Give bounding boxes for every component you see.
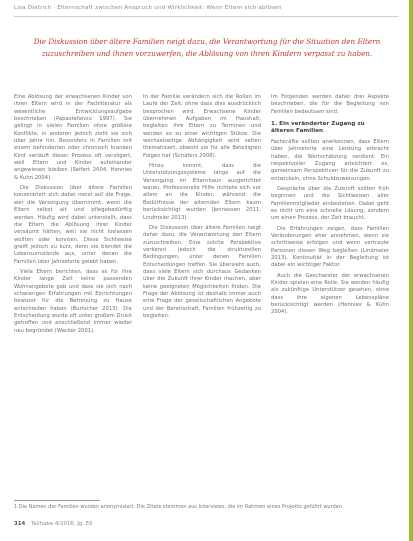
body-paragraph: Im Folgenden werden daher drei Aspekte beschrieben, die für die Begleitung von Familien bedeutsam sind. [271,94,389,115]
text-column-1 [14,94,132,496]
body-paragraph: Gespräche über die Zukunft sollten früh beginnen und die Sichtweisen aller Familienmitglieder einbeziehen. Dabei geht es nicht um eine schnelle Lösung, sondern um einen Prozess, der Zeit braucht. [271,185,389,222]
page-number: 314 [14,521,26,527]
page-edge-accent [409,0,413,541]
journal-citation: Teilhabe 4/2016, Jg. 55 [30,521,93,527]
body-paragraph: Die Diskussion über ältere Familien konzentriert sich dabei meist auf die Frage, wer die Versorgung übernimmt, wenn die Eltern selbst alt und pflegebedürftig werden. Häufig wird dabei unterstellt, dass die Eltern die Ablösung ihrer Kinder versäumt hätten, weil sie nicht loslassen wollten oder konnten. Diese Sichtweise greift jedoch zu kurz, denn sie blendet die Lebensumstände aus, unter denen die Familien über Jahrzehnte gelebt haben. [14,185,132,265]
footnote: 1 Die Namen der Familien wurden anonymisiert. Die Zitate stammen aus Interviews, die im Rahmen eines Projekts geführt wurden. [14,504,344,510]
body-paragraph: Viele Eltern berichten, dass es für ihre Kinder lange Zeit keine passenden Wohnangebote gab und dass sie sich nach schwierigen Erfahrungen mit Einrichtungen bewusst für die Betreuung zu Hause entschieden haben (Burtscher 2013). Die Entscheidung wurde oft unter großem Druck getroffen und anschließend immer wieder neu begründet (Wacker 2001). [14,268,132,334]
body-paragraph: Fachkräfte sollten anerkennen, dass Eltern über Jahrzehnte eine Leistung erbracht haben, die Wertschätzung verdient. Ein respektvoller Zugang erleichtert es, gemeinsam Perspektiven für die Zukunft zu entwickeln, ohne Schuldzuweisungen. [271,138,389,182]
body-paragraph: Eine Ablösung der erwachsenen Kinder von ihren Eltern wird in der Fachliteratur als wesentliche Entwicklungsaufgabe beschrieben (Papastefanou 1997). Sie gelingt in vielen Familien ohne größere Konflikte, in anderen jedoch zieht sie sich über Jahre hin. Besonders in Familien mit einem behinderten oder chronisch kranken Kind verläuft dieser Prozess oft verzögert, weil Eltern und Kinder aufeinander angewiesen bleiben (Seifert 2004, Hennies & Kuhn 2004). [14,94,132,181]
body-paragraph: Die Erfahrungen zeigen, dass Familien Veränderungen eher annehmen, wenn sie schrittweise erfolgen und wenn vertraute Personen diesen Weg begleiten (Lindmeier 2013). Kontinuität in der Begleitung ist dabei ein wichtiger Faktor. [271,225,389,269]
pull-quote: Die Diskussion über ältere Familien neigt dazu, die Verantwortung für die Situation den Eltern zuzuschreiben und ihnen vorzuwerfen, die Ablösung von ihren Kindern verpasst zu haben. [33,37,381,58]
body-paragraph: Hinzu kommt, dass die Unterstützungssysteme lange auf die Versorgung im Elternhaus ausgerichtet waren. Professionelle Hilfe richtete sich vor allem an die Kinder, während die Bedürfnisse der alternden Eltern kaum berücksichtigt wurden (Jennessen 2011, Lindmeier 2013). [143,163,261,221]
text-column-3 [271,94,389,496]
running-header: Lisa Dietrich · Elternschaft zwischen Anspruch und Wirklichkeit: Wenn Eltern sich ablösen [14,5,282,11]
body-paragraph: Auch die Geschwister der erwachsenen Kinder spielen eine Rolle. Sie werden häufig als zukünftige Unterstützer gesehen, ohne dass ihre eigenen Lebenspläne berücksichtigt werden (Hennies & Kuhn 2004). [271,272,389,316]
footnote-rule [14,500,100,501]
text-column-2 [143,94,261,496]
header-rule [14,16,399,17]
body-paragraph: In der Familie verändern sich die Rollen im Laufe der Zeit, ohne dass dies ausdrücklich besprochen wird. Erwachsene Kinder übernehmen Aufgaben im Haushalt, begleiten ihre Eltern zu Terminen und werden so zu einer wichtigen Stütze. Die wechselseitige Abhängigkeit wird selten thematisiert, obwohl sie für alle Beteiligten Folgen hat (Schäfers 2008). [143,94,261,159]
page-footer [14,521,399,527]
body-paragraph: Die Diskussion über ältere Familien neigt daher dazu, die Verantwortung den Eltern zuzuschreiben. Eine solche Perspektive verkennt jedoch die strukturellen Bedingungen, unter denen Familien Entscheidungen treffen. Sie übersieht auch, dass viele Eltern sich durchaus Gedanken über die Zukunft ihrer Kinder machen, aber keine geeigneten Möglichkeiten finden. Die Frage der Ablösung ist deshalb immer auch eine Frage der gesellschaftlichen Angebote und der Bereitschaft, Familien frühzeitig zu begleiten. [143,224,261,319]
section-heading: 1. Ein veränderter Zugang zu älteren Familien [271,121,365,135]
